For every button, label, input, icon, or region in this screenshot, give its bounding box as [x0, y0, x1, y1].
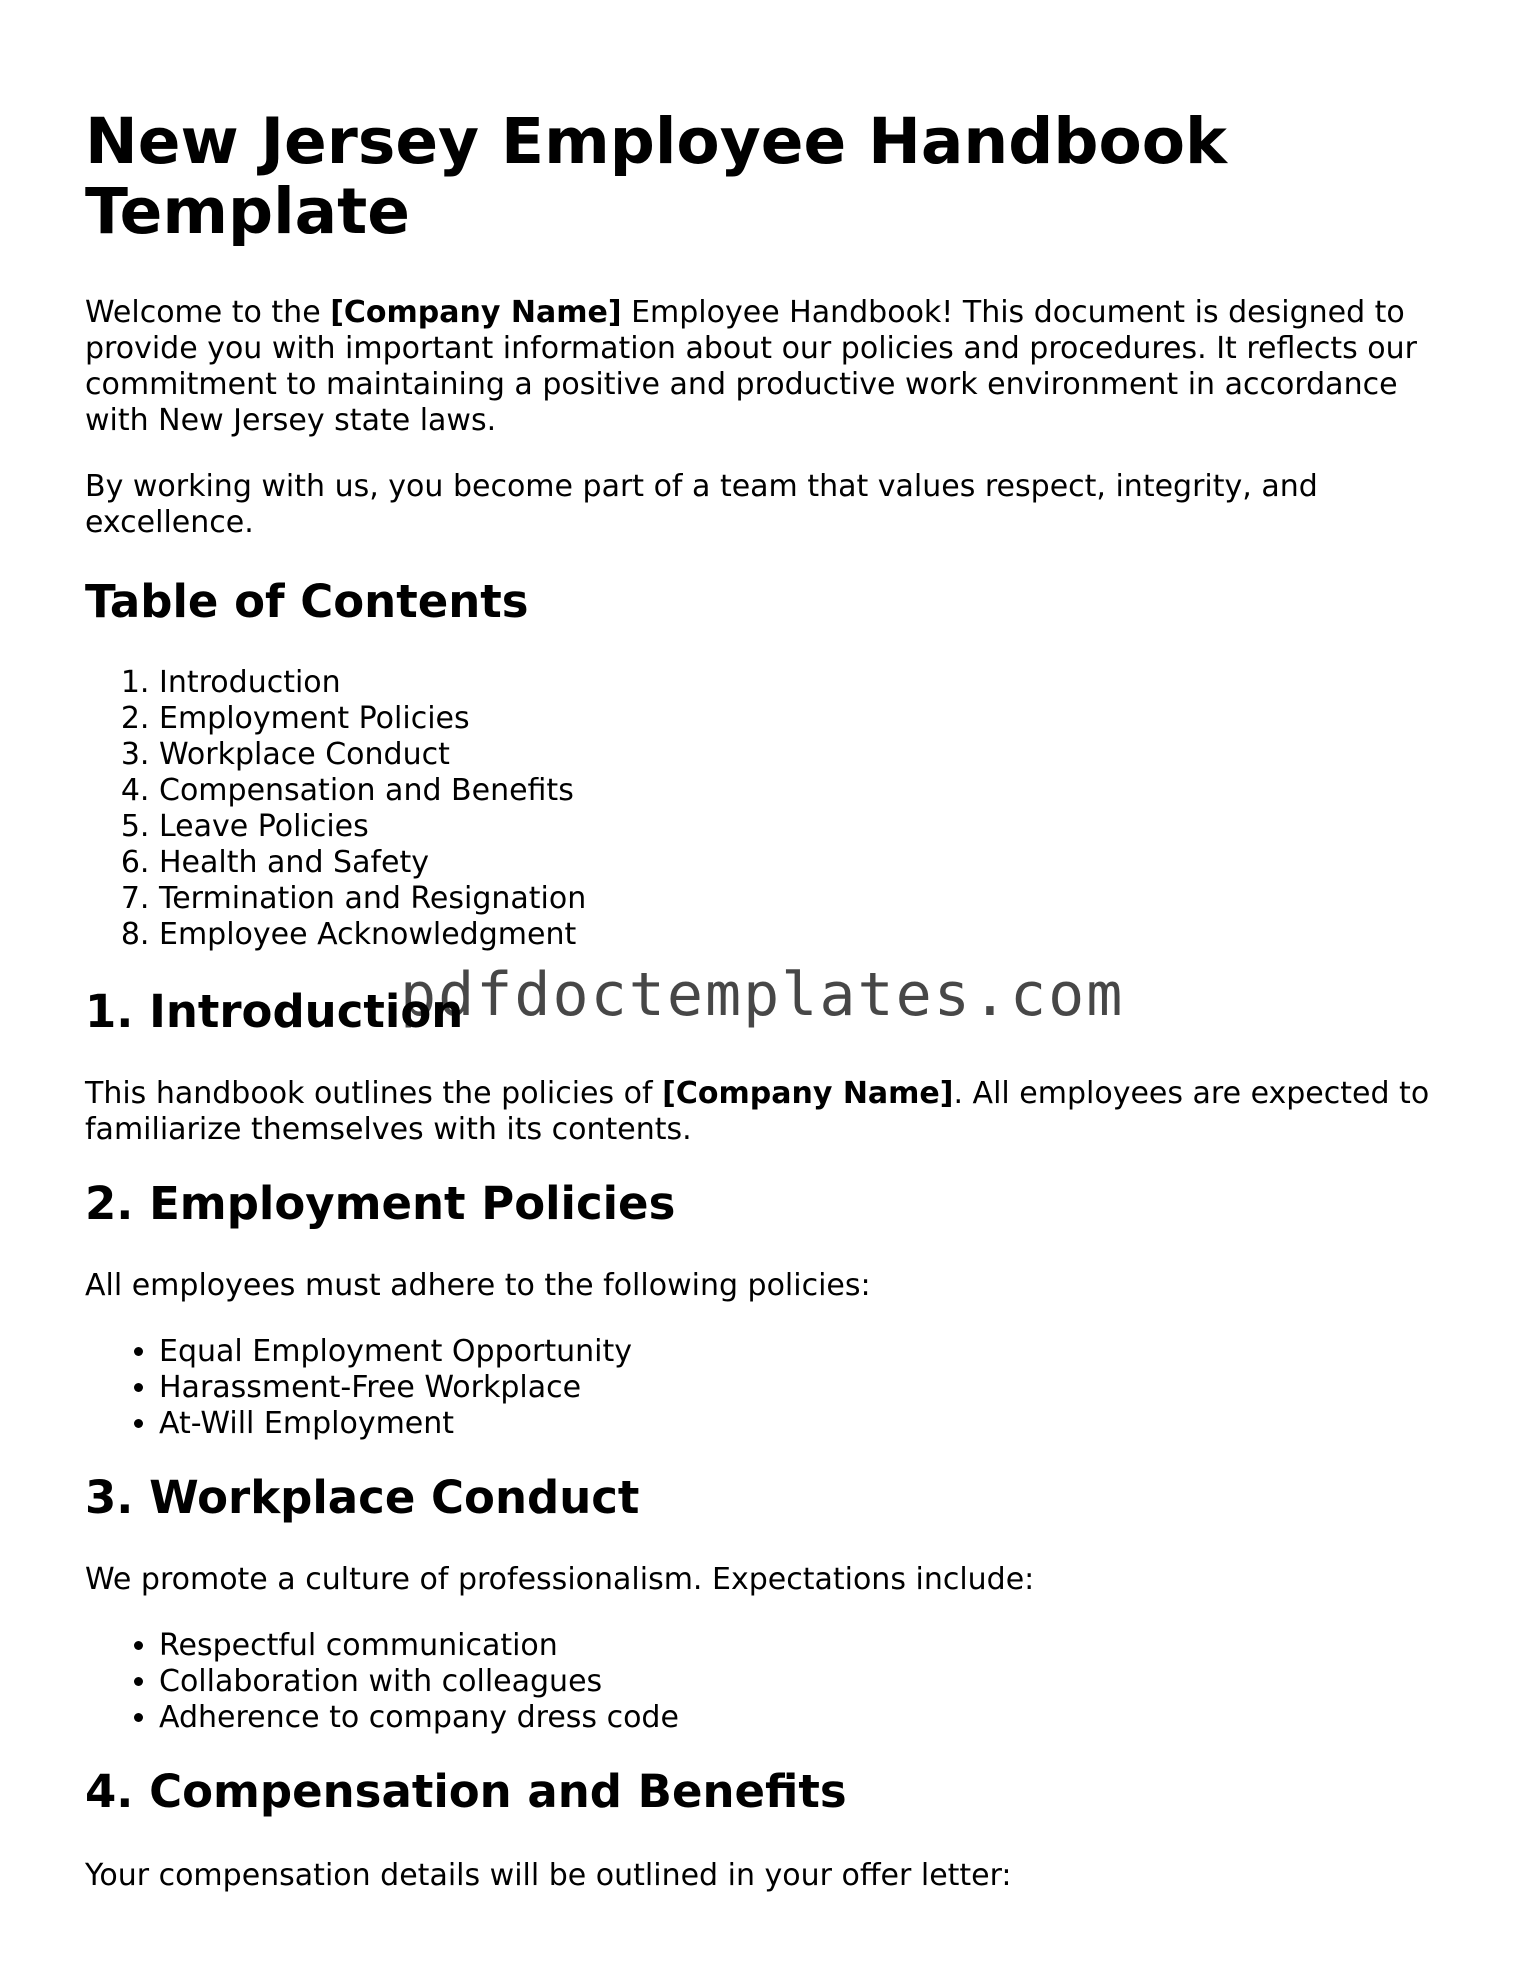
section-1-heading: 1. Introduction [85, 985, 464, 1038]
section-2-heading: 2. Employment Policies [85, 1177, 676, 1230]
toc-item-employment-policies: 2. Employment Policies [159, 701, 1455, 737]
toc-item-compensation-benefits: 4. Compensation and Benefits [159, 773, 1455, 809]
toc-item-health-safety: 6. Health and Safety [159, 845, 1455, 881]
watermark: pdfdoctemplates.com [400, 960, 1125, 1030]
section-2-list [85, 1334, 1455, 1442]
company-name-placeholder-2: [Company Name] [662, 1076, 954, 1111]
toc-item-termination-resignation: 7. Termination and Resignation [159, 881, 1455, 917]
document-page [85, 0, 1455, 1894]
list-item: • Respectful communication [159, 1628, 1455, 1664]
section-1-text [85, 1076, 1455, 1148]
intro-paragraph-2: By working with us, you become part of a team that values respect, integrity, and excellence. [85, 469, 1318, 540]
list-item: • Equal Employment Opportunity [159, 1334, 1455, 1370]
section-4-heading: 4. Compensation and Benefits [85, 1765, 847, 1818]
toc-item-leave-policies: 5. Leave Policies [159, 809, 1455, 845]
section-1-text-before: This handbook outlines the policies of [85, 1076, 663, 1111]
intro-text-after: Employee Handbook! This document is designed to provide you with important information about our policies and procedures. It reflects our commitment to maintaining a positive and productive work environment in accordance with New Jersey state laws. [85, 295, 1417, 438]
intro-text-before: Welcome to the [85, 295, 331, 330]
list-item: • At-Will Employment [159, 1406, 1455, 1442]
list-item: • Harassment-Free Workplace [159, 1370, 1455, 1406]
toc-list [85, 665, 1455, 953]
intro-paragraph [85, 295, 1455, 439]
toc-heading: Table of Contents [85, 575, 529, 628]
section-2-text: All employees must adhere to the following policies: [85, 1268, 871, 1303]
section-3-text: We promote a culture of professionalism. Expectations include: [85, 1562, 1035, 1597]
toc-item-introduction: 1. Introduction [159, 665, 1455, 701]
list-item: • Adherence to company dress code [159, 1700, 1455, 1736]
section-4-text: Your compensation details will be outlined in your offer letter: [85, 1858, 1012, 1893]
company-name-placeholder: [Company Name] [330, 295, 622, 330]
section-3-list [85, 1628, 1455, 1736]
toc-item-employee-acknowledgment: 8. Employee Acknowledgment [159, 917, 1455, 953]
section-3-heading: 3. Workplace Conduct [85, 1471, 640, 1524]
section-1-text-after: . All employees are expected to familiarize themselves with its contents. [85, 1076, 1430, 1147]
list-item: • Collaboration with colleagues [159, 1664, 1455, 1700]
toc-item-workplace-conduct: 3. Workplace Conduct [159, 737, 1455, 773]
page-title: New Jersey Employee Handbook Template [85, 105, 1227, 248]
